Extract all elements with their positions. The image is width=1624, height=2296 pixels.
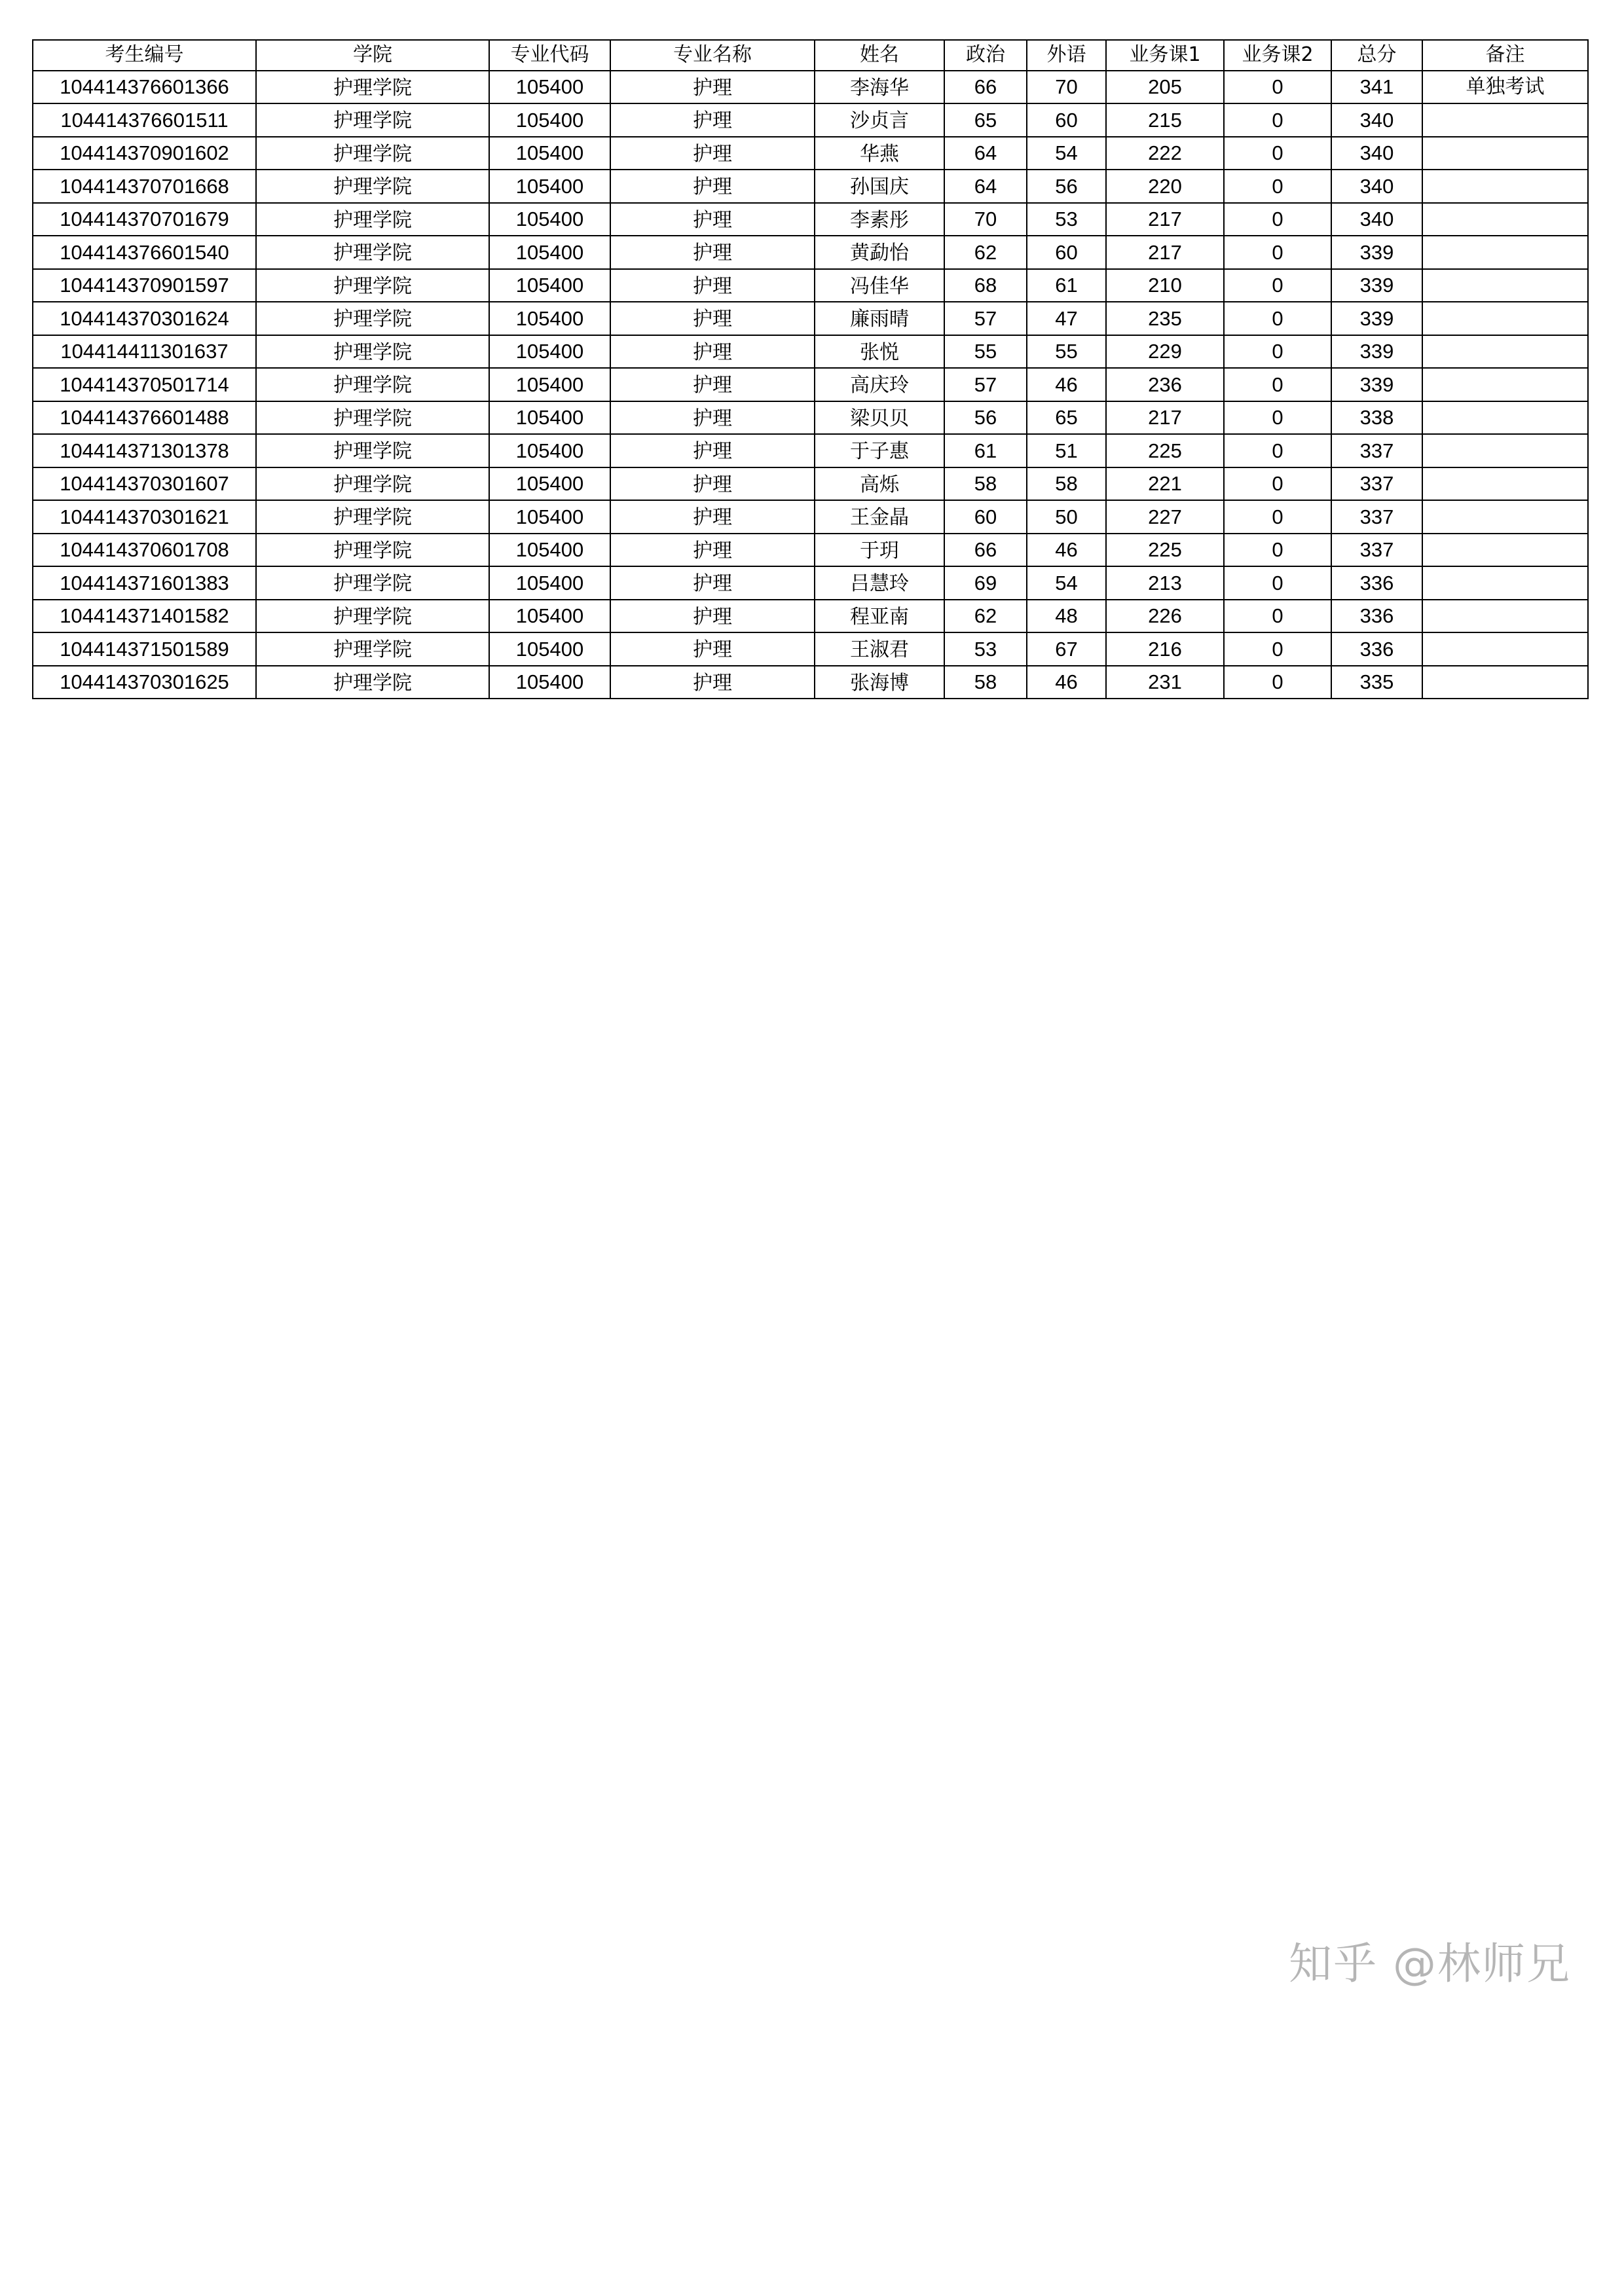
- subject1-cell: 226: [1106, 600, 1224, 633]
- language-cell: 56: [1027, 170, 1106, 203]
- politics-cell: 55: [944, 335, 1027, 369]
- remark-cell: [1422, 632, 1588, 666]
- name-cell: 华燕: [815, 137, 944, 170]
- remark-cell: [1422, 302, 1588, 335]
- header-row: [33, 40, 1588, 71]
- subject1-cell: 217: [1106, 236, 1224, 269]
- remark-cell: [1422, 203, 1588, 236]
- remark-cell: [1422, 368, 1588, 401]
- subject1-cell: 225: [1106, 434, 1224, 467]
- name-cell: 李海华: [815, 71, 944, 104]
- total-cell: 338: [1331, 401, 1422, 435]
- subject2-cell: 0: [1224, 368, 1331, 401]
- remark-cell: [1422, 566, 1588, 600]
- politics-cell: 61: [944, 434, 1027, 467]
- name-cell: 于子惠: [815, 434, 944, 467]
- major-name-cell: 护理: [610, 401, 815, 435]
- major-name-cell: 护理: [610, 203, 815, 236]
- exam-id-cell: 104414370701668: [33, 170, 256, 203]
- politics-cell: 66: [944, 534, 1027, 567]
- major-name-cell: 护理: [610, 368, 815, 401]
- college-cell: 护理学院: [256, 467, 489, 501]
- major-name-cell: 护理: [610, 103, 815, 137]
- subject1-cell: 210: [1106, 269, 1224, 302]
- subject2-cell: 0: [1224, 401, 1331, 435]
- total-cell: 337: [1331, 434, 1422, 467]
- table-row: [33, 103, 1588, 137]
- major-name-cell: 护理: [610, 434, 815, 467]
- politics-cell: 65: [944, 103, 1027, 137]
- name-cell: 廉雨晴: [815, 302, 944, 335]
- college-cell: 护理学院: [256, 632, 489, 666]
- table-row: [33, 534, 1588, 567]
- col-total-header: 总分: [1331, 40, 1422, 71]
- remark-cell: [1422, 137, 1588, 170]
- politics-cell: 58: [944, 666, 1027, 699]
- subject2-cell: 0: [1224, 500, 1331, 534]
- college-cell: 护理学院: [256, 170, 489, 203]
- table-row: [33, 170, 1588, 203]
- subject2-cell: 0: [1224, 170, 1331, 203]
- college-cell: 护理学院: [256, 71, 489, 104]
- table-row: [33, 434, 1588, 467]
- exam-id-cell: 104414370501714: [33, 368, 256, 401]
- remark-cell: [1422, 170, 1588, 203]
- subject2-cell: 0: [1224, 434, 1331, 467]
- remark-cell: [1422, 434, 1588, 467]
- politics-cell: 69: [944, 566, 1027, 600]
- major-code-cell: 105400: [489, 103, 610, 137]
- subject1-cell: 220: [1106, 170, 1224, 203]
- name-cell: 张海博: [815, 666, 944, 699]
- total-cell: 340: [1331, 103, 1422, 137]
- table-row: [33, 632, 1588, 666]
- name-cell: 高烁: [815, 467, 944, 501]
- remark-cell: [1422, 500, 1588, 534]
- college-cell: 护理学院: [256, 203, 489, 236]
- col-college-header: 学院: [256, 40, 489, 71]
- col-exam-id-header: 考生编号: [33, 40, 256, 71]
- college-cell: 护理学院: [256, 666, 489, 699]
- name-cell: 于玥: [815, 534, 944, 567]
- major-name-cell: 护理: [610, 500, 815, 534]
- table-row: [33, 71, 1588, 104]
- total-cell: 341: [1331, 71, 1422, 104]
- language-cell: 61: [1027, 269, 1106, 302]
- politics-cell: 60: [944, 500, 1027, 534]
- politics-cell: 53: [944, 632, 1027, 666]
- table-row: [33, 335, 1588, 369]
- major-code-cell: 105400: [489, 534, 610, 567]
- subject1-cell: 216: [1106, 632, 1224, 666]
- subject1-cell: 217: [1106, 401, 1224, 435]
- major-name-cell: 护理: [610, 302, 815, 335]
- college-cell: 护理学院: [256, 302, 489, 335]
- subject2-cell: 0: [1224, 236, 1331, 269]
- col-politics-header: 政治: [944, 40, 1027, 71]
- major-name-cell: 护理: [610, 467, 815, 501]
- major-name-cell: 护理: [610, 566, 815, 600]
- name-cell: 程亚南: [815, 600, 944, 633]
- politics-cell: 57: [944, 302, 1027, 335]
- language-cell: 55: [1027, 335, 1106, 369]
- name-cell: 高庆玲: [815, 368, 944, 401]
- exam-id-cell: 104414376601511: [33, 103, 256, 137]
- table-row: [33, 666, 1588, 699]
- remark-cell: [1422, 269, 1588, 302]
- subject1-cell: 229: [1106, 335, 1224, 369]
- name-cell: 张悦: [815, 335, 944, 369]
- politics-cell: 68: [944, 269, 1027, 302]
- subject1-cell: 213: [1106, 566, 1224, 600]
- col-name-header: 姓名: [815, 40, 944, 71]
- name-cell: 孙国庆: [815, 170, 944, 203]
- total-cell: 340: [1331, 137, 1422, 170]
- subject1-cell: 205: [1106, 71, 1224, 104]
- name-cell: 吕慧玲: [815, 566, 944, 600]
- subject2-cell: 0: [1224, 467, 1331, 501]
- subject2-cell: 0: [1224, 335, 1331, 369]
- total-cell: 336: [1331, 632, 1422, 666]
- major-name-cell: 护理: [610, 236, 815, 269]
- major-name-cell: 护理: [610, 137, 815, 170]
- name-cell: 王淑君: [815, 632, 944, 666]
- language-cell: 48: [1027, 600, 1106, 633]
- total-cell: 340: [1331, 203, 1422, 236]
- col-major-name-header: 专业名称: [610, 40, 815, 71]
- politics-cell: 64: [944, 170, 1027, 203]
- table-row: [33, 368, 1588, 401]
- remark-cell: [1422, 600, 1588, 633]
- table-row: [33, 203, 1588, 236]
- total-cell: 339: [1331, 236, 1422, 269]
- table-row: [33, 302, 1588, 335]
- table-row: [33, 269, 1588, 302]
- major-code-cell: 105400: [489, 170, 610, 203]
- major-code-cell: 105400: [489, 434, 610, 467]
- subject2-cell: 0: [1224, 566, 1331, 600]
- table-row: [33, 500, 1588, 534]
- major-code-cell: 105400: [489, 137, 610, 170]
- major-code-cell: 105400: [489, 236, 610, 269]
- subject2-cell: 0: [1224, 137, 1331, 170]
- exam-id-cell: 104414370301607: [33, 467, 256, 501]
- major-code-cell: 105400: [489, 302, 610, 335]
- language-cell: 60: [1027, 103, 1106, 137]
- language-cell: 46: [1027, 368, 1106, 401]
- subject2-cell: 0: [1224, 534, 1331, 567]
- politics-cell: 62: [944, 600, 1027, 633]
- major-name-cell: 护理: [610, 335, 815, 369]
- major-code-cell: 105400: [489, 335, 610, 369]
- major-name-cell: 护理: [610, 534, 815, 567]
- exam-id-cell: 104414371401582: [33, 600, 256, 633]
- table-row: [33, 236, 1588, 269]
- total-cell: 339: [1331, 335, 1422, 369]
- remark-cell: [1422, 103, 1588, 137]
- major-name-cell: 护理: [610, 71, 815, 104]
- exam-id-cell: 104414370301621: [33, 500, 256, 534]
- subject1-cell: 236: [1106, 368, 1224, 401]
- language-cell: 50: [1027, 500, 1106, 534]
- politics-cell: 66: [944, 71, 1027, 104]
- exam-id-cell: 104414370601708: [33, 534, 256, 567]
- name-cell: 梁贝贝: [815, 401, 944, 435]
- watermark: 知乎 @林师兄: [1289, 1939, 1571, 1989]
- college-cell: 护理学院: [256, 103, 489, 137]
- college-cell: 护理学院: [256, 269, 489, 302]
- name-cell: 沙贞言: [815, 103, 944, 137]
- subject2-cell: 0: [1224, 103, 1331, 137]
- total-cell: 339: [1331, 368, 1422, 401]
- subject2-cell: 0: [1224, 203, 1331, 236]
- exam-id-cell: 104414370701679: [33, 203, 256, 236]
- subject2-cell: 0: [1224, 632, 1331, 666]
- college-cell: 护理学院: [256, 566, 489, 600]
- total-cell: 337: [1331, 467, 1422, 501]
- language-cell: 65: [1027, 401, 1106, 435]
- major-name-cell: 护理: [610, 269, 815, 302]
- exam-id-cell: 104414370901602: [33, 137, 256, 170]
- major-code-cell: 105400: [489, 71, 610, 104]
- name-cell: 黄勐怡: [815, 236, 944, 269]
- language-cell: 46: [1027, 534, 1106, 567]
- language-cell: 67: [1027, 632, 1106, 666]
- college-cell: 护理学院: [256, 534, 489, 567]
- table-body: [33, 71, 1588, 699]
- college-cell: 护理学院: [256, 236, 489, 269]
- score-table: [32, 39, 1589, 699]
- language-cell: 54: [1027, 137, 1106, 170]
- table-row: [33, 401, 1588, 435]
- major-code-cell: 105400: [489, 203, 610, 236]
- exam-id-cell: 104414370301624: [33, 302, 256, 335]
- politics-cell: 70: [944, 203, 1027, 236]
- total-cell: 336: [1331, 600, 1422, 633]
- language-cell: 53: [1027, 203, 1106, 236]
- exam-id-cell: 104414376601540: [33, 236, 256, 269]
- college-cell: 护理学院: [256, 401, 489, 435]
- exam-id-cell: 104414370301625: [33, 666, 256, 699]
- college-cell: 护理学院: [256, 600, 489, 633]
- table-row: [33, 566, 1588, 600]
- major-name-cell: 护理: [610, 632, 815, 666]
- language-cell: 54: [1027, 566, 1106, 600]
- total-cell: 339: [1331, 302, 1422, 335]
- politics-cell: 58: [944, 467, 1027, 501]
- subject2-cell: 0: [1224, 71, 1331, 104]
- college-cell: 护理学院: [256, 500, 489, 534]
- total-cell: 335: [1331, 666, 1422, 699]
- college-cell: 护理学院: [256, 137, 489, 170]
- table-row: [33, 137, 1588, 170]
- total-cell: 340: [1331, 170, 1422, 203]
- politics-cell: 57: [944, 368, 1027, 401]
- exam-id-cell: 104414371601383: [33, 566, 256, 600]
- remark-cell: [1422, 335, 1588, 369]
- major-code-cell: 105400: [489, 666, 610, 699]
- subject1-cell: 215: [1106, 103, 1224, 137]
- major-code-cell: 105400: [489, 566, 610, 600]
- total-cell: 336: [1331, 566, 1422, 600]
- col-major-code-header: 专业代码: [489, 40, 610, 71]
- subject2-cell: 0: [1224, 666, 1331, 699]
- major-name-cell: 护理: [610, 666, 815, 699]
- exam-id-cell: 104414370901597: [33, 269, 256, 302]
- remark-cell: [1422, 401, 1588, 435]
- name-cell: 李素彤: [815, 203, 944, 236]
- major-name-cell: 护理: [610, 600, 815, 633]
- col-language-header: 外语: [1027, 40, 1106, 71]
- subject1-cell: 227: [1106, 500, 1224, 534]
- exam-id-cell: 104414371501589: [33, 632, 256, 666]
- subject2-cell: 0: [1224, 269, 1331, 302]
- remark-cell: [1422, 666, 1588, 699]
- total-cell: 339: [1331, 269, 1422, 302]
- remark-cell: [1422, 236, 1588, 269]
- language-cell: 51: [1027, 434, 1106, 467]
- major-code-cell: 105400: [489, 500, 610, 534]
- subject1-cell: 217: [1106, 203, 1224, 236]
- language-cell: 58: [1027, 467, 1106, 501]
- subject1-cell: 231: [1106, 666, 1224, 699]
- major-code-cell: 105400: [489, 467, 610, 501]
- major-code-cell: 105400: [489, 269, 610, 302]
- total-cell: 337: [1331, 500, 1422, 534]
- college-cell: 护理学院: [256, 368, 489, 401]
- exam-id-cell: 104414371301378: [33, 434, 256, 467]
- remark-cell: [1422, 467, 1588, 501]
- subject1-cell: 222: [1106, 137, 1224, 170]
- subject2-cell: 0: [1224, 302, 1331, 335]
- total-cell: 337: [1331, 534, 1422, 567]
- politics-cell: 64: [944, 137, 1027, 170]
- subject1-cell: 221: [1106, 467, 1224, 501]
- college-cell: 护理学院: [256, 434, 489, 467]
- major-code-cell: 105400: [489, 600, 610, 633]
- major-code-cell: 105400: [489, 368, 610, 401]
- remark-cell: [1422, 534, 1588, 567]
- col-remark-header: 备注: [1422, 40, 1588, 71]
- language-cell: 60: [1027, 236, 1106, 269]
- subject1-cell: 225: [1106, 534, 1224, 567]
- exam-id-cell: 104414376601488: [33, 401, 256, 435]
- language-cell: 70: [1027, 71, 1106, 104]
- name-cell: 冯佳华: [815, 269, 944, 302]
- table-row: [33, 467, 1588, 501]
- language-cell: 46: [1027, 666, 1106, 699]
- major-code-cell: 105400: [489, 632, 610, 666]
- politics-cell: 62: [944, 236, 1027, 269]
- col-subject2-header: 业务课2: [1224, 40, 1331, 71]
- name-cell: 王金晶: [815, 500, 944, 534]
- exam-id-cell: 104414376601366: [33, 71, 256, 104]
- major-name-cell: 护理: [610, 170, 815, 203]
- col-subject1-header: 业务课1: [1106, 40, 1224, 71]
- subject2-cell: 0: [1224, 600, 1331, 633]
- college-cell: 护理学院: [256, 335, 489, 369]
- politics-cell: 56: [944, 401, 1027, 435]
- table-row: [33, 600, 1588, 633]
- remark-cell: 单独考试: [1422, 71, 1588, 104]
- language-cell: 47: [1027, 302, 1106, 335]
- major-code-cell: 105400: [489, 401, 610, 435]
- subject1-cell: 235: [1106, 302, 1224, 335]
- exam-id-cell: 104414411301637: [33, 335, 256, 369]
